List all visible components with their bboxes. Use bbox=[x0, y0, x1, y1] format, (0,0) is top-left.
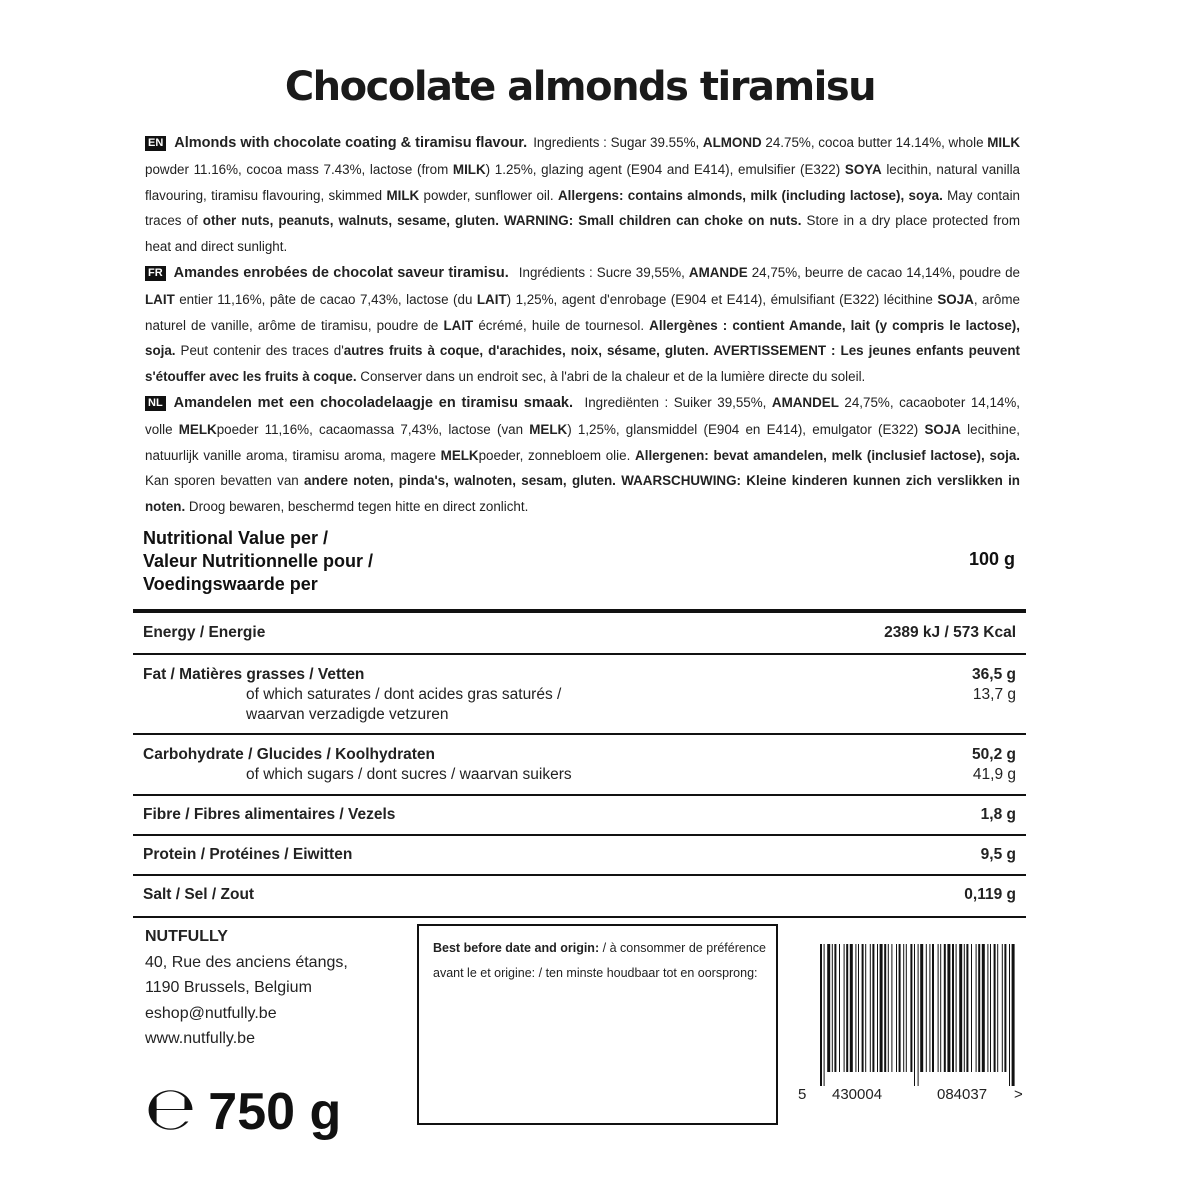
barcode-bar bbox=[862, 944, 864, 1072]
barcode-bar bbox=[896, 944, 897, 1072]
barcode-bar bbox=[966, 944, 968, 1072]
barcode-bar bbox=[858, 944, 859, 1072]
ingredients-nl-body: Ingrediënten : Suiker 39,55%, AMANDEL 24,75%, cacaoboter 14,14%, volle MELKpoeder 11,16%, cacaomassa 7,43%, lactose (van MELK) 1,25%, glansmiddel (E904 en E414), emulgator (E322) SOJA lecithine, natuurlijk vanille aroma, tiramisu aroma, magere MELKpoeder, zonnebloem olie. Allergenen: bevat amandelen, melk (inclusief lactose), soja. Kan sporen bevatten van andere noten, pinda's, walnoten, sesam, gluten. WAARSCHUWING: Kleine kinderen kunnen zich verslikken in noten. Droog bewaren, beschermd tegen hitte en direct zonlicht. bbox=[145, 394, 1020, 515]
barcode-bar bbox=[976, 944, 977, 1072]
barcode-bar bbox=[832, 944, 833, 1072]
barcode-bar bbox=[947, 944, 950, 1072]
nutrient-label: Protein / Protéines / Eiwitten bbox=[143, 846, 353, 863]
nutrition-heading-en: Nutritional Value per / bbox=[143, 528, 329, 548]
barcode-bar bbox=[888, 944, 889, 1072]
nutrition-row-fat bbox=[133, 655, 1026, 735]
barcode-bar bbox=[994, 944, 996, 1072]
barcode-bar bbox=[834, 944, 836, 1072]
nutrition-row-fibre bbox=[133, 796, 1026, 836]
nutrient-label: Carbohydrate / Glucides / Koolhydraten bbox=[143, 746, 435, 763]
company-address bbox=[145, 924, 348, 1052]
nutrient-sub-value: 13,7 g bbox=[972, 686, 1016, 703]
barcode-bar bbox=[959, 944, 962, 1072]
lang-tag-fr: FR bbox=[145, 266, 166, 281]
barcode-digits-right: 084037 bbox=[937, 1086, 988, 1103]
nutrition-table bbox=[133, 613, 1026, 918]
barcode-bar bbox=[910, 944, 912, 1072]
nutrient-value: 50,2 g bbox=[972, 746, 1016, 763]
nutrient-label: Fat / Matières grasses / Vetten bbox=[143, 666, 365, 683]
barcode-bar bbox=[870, 944, 871, 1072]
barcode-icon bbox=[818, 944, 1018, 1086]
barcode-bar bbox=[971, 944, 972, 1072]
barcode-bar bbox=[978, 944, 980, 1072]
barcode-bar bbox=[865, 944, 866, 1072]
best-before-text: / à consommer de préférence avant le et origine: / ten minste houdbaar tot en oorsprong: bbox=[433, 941, 766, 980]
ingredients-en-body: Ingredients : Sugar 39.55%, ALMOND 24.75%, cocoa butter 14.14%, whole MILK powder 11.16%, cocoa mass 7.43%, lactose (from MILK) 1.25%, glazing agent (E904 and E414), emulsifier (E322) SOYA lecithin, natural vanilla flavouring, tiramisu flavouring, skimmed MILK powder, sunflower oil. Allergens: contains almonds, milk (including lactose), soya. May contain traces of other nuts, peanuts, walnuts, sesame, gluten. WARNING: Small children can choke on nuts. Store in a dry place protected from heat and direct sunlight. bbox=[145, 135, 1021, 255]
net-weight bbox=[145, 1074, 341, 1144]
barcode-bar bbox=[1004, 944, 1006, 1072]
company-name: NUTFULLY bbox=[145, 928, 228, 945]
nutrient-sub-value: 41,9 g bbox=[972, 766, 1016, 783]
barcode-bar bbox=[929, 944, 930, 1072]
nutrient-value: 0,119 g bbox=[964, 886, 1016, 903]
ingredients-nl bbox=[145, 390, 1020, 520]
nutrient-label: Energy / Energie bbox=[143, 624, 266, 641]
barcode-bar bbox=[1009, 944, 1010, 1086]
company-street: 40, Rue des anciens étangs, bbox=[145, 953, 348, 971]
barcode-bar bbox=[839, 944, 840, 1072]
barcode-bar bbox=[940, 944, 941, 1072]
nutrient-sub-label: of which sugars / dont sucres / waarvan suikers bbox=[246, 766, 572, 783]
best-before-box bbox=[417, 924, 778, 1125]
barcode-digit-first: 5 bbox=[798, 1086, 807, 1103]
barcode-bar bbox=[920, 944, 923, 1072]
barcode-bar bbox=[982, 944, 985, 1072]
barcode-bar bbox=[944, 944, 946, 1072]
ingredients-fr bbox=[145, 260, 1020, 390]
nutrition-heading bbox=[143, 527, 1023, 596]
nutrition-row-salt bbox=[133, 876, 1026, 918]
barcode-end-mark: > bbox=[1014, 1086, 1023, 1103]
barcode-bar bbox=[990, 944, 991, 1072]
barcode-bar bbox=[964, 944, 965, 1072]
ingredients-text bbox=[145, 130, 1020, 520]
barcode-bar bbox=[850, 944, 853, 1072]
company-email: eshop@nutfully.be bbox=[145, 1004, 277, 1022]
best-before-lead: Best before date and origin: bbox=[433, 941, 600, 955]
lang-tag-nl: NL bbox=[145, 396, 166, 411]
barcode-bar bbox=[820, 944, 822, 1086]
nutrition-row-energy bbox=[133, 613, 1026, 655]
ingredients-fr-body: Ingrédients : Sucre 39,55%, AMANDE 24,75%, beurre de cacao 14,14%, poudre de LAIT entier 11,16%, pâte de cacao 7,43%, lactose (du LAIT) 1,25%, agent d'enrobage (E904 et E414), émulsifiant (E322) lécithine SOJA, arôme naturel de vanille, arôme de tiramisu, poudre de LAIT écrémé, huile de tournesol. Allergènes : contient Amande, lait (y compris le lactose), soja. Peut contenir des traces d'autres fruits à coque, d'arachides, noix, sésame, gluten. AVERTISSEMENT : Les jeunes enfants peuvent s'étouffer avec les fruits à coque. Conserver dans un endroit sec, à l'abri de la chaleur et de la lumière directe du soleil. bbox=[145, 264, 1020, 385]
barcode-bar bbox=[824, 944, 825, 1086]
barcode-bar bbox=[827, 944, 830, 1072]
barcode-bar bbox=[938, 944, 939, 1072]
estimated-sign-icon: ℮ bbox=[145, 1074, 197, 1144]
barcode-bar bbox=[997, 944, 998, 1072]
net-weight-value: 750 g bbox=[208, 1083, 342, 1141]
barcode-bar bbox=[877, 944, 878, 1072]
barcode-bar bbox=[844, 944, 845, 1072]
barcode-bar bbox=[855, 944, 856, 1072]
nutrition-heading-nl: Voedingswaarde per bbox=[143, 574, 318, 594]
barcode-digits-left: 430004 bbox=[832, 1086, 883, 1103]
nutrition-per-amount: 100 g bbox=[968, 549, 1015, 569]
barcode-bar bbox=[884, 944, 886, 1072]
company-website: www.nutfully.be bbox=[145, 1030, 255, 1047]
barcode-bar bbox=[880, 944, 883, 1072]
nutrient-value: 2389 kJ / 573 Kcal bbox=[884, 624, 1016, 641]
barcode-bar bbox=[1002, 944, 1003, 1072]
barcode-bar bbox=[952, 944, 954, 1072]
nutrient-sub-label: of which saturates / dont acides gras saturés / waarvan verzadigde vetzuren bbox=[246, 686, 562, 723]
nutrient-label: Salt / Sel / Zout bbox=[143, 886, 255, 903]
nutrient-value: 1,8 g bbox=[980, 806, 1016, 823]
product-title: Chocolate almonds tiramisu bbox=[284, 64, 876, 110]
barcode-bar bbox=[903, 944, 904, 1072]
lang-tag-en: EN bbox=[145, 136, 166, 151]
barcode-bar bbox=[918, 944, 919, 1086]
barcode-bar bbox=[956, 944, 957, 1072]
barcode-bar bbox=[872, 944, 874, 1072]
barcode-bar bbox=[987, 944, 988, 1072]
ingredients-en bbox=[145, 130, 1020, 260]
company-city: 1190 Brussels, Belgium bbox=[145, 979, 312, 996]
nutrient-value: 36,5 g bbox=[972, 666, 1016, 683]
ingredients-nl-lead: Amandelen met een chocoladelaagje en tiramisu smaak. bbox=[173, 394, 573, 411]
barcode-bar bbox=[846, 944, 848, 1072]
barcode-bar bbox=[891, 944, 892, 1072]
ingredients-en-lead: Almonds with chocolate coating & tiramisu flavour. bbox=[174, 135, 528, 151]
barcode-bar bbox=[906, 944, 907, 1072]
barcode-bar bbox=[899, 944, 901, 1072]
barcode-bar bbox=[932, 944, 934, 1072]
barcode-bar bbox=[926, 944, 927, 1072]
nutrient-value: 9,5 g bbox=[980, 846, 1016, 863]
ingredients-fr-lead: Amandes enrobées de chocolat saveur tiramisu. bbox=[173, 264, 509, 281]
barcode-bar bbox=[1012, 944, 1015, 1086]
nutrition-row-protein bbox=[133, 836, 1026, 876]
nutrition-row-carbohydrate bbox=[133, 735, 1026, 796]
nutrition-heading-fr: Valeur Nutritionnelle pour / bbox=[143, 551, 374, 571]
barcode-bar bbox=[914, 944, 915, 1086]
nutrient-label: Fibre / Fibres alimentaires / Vezels bbox=[143, 806, 396, 823]
